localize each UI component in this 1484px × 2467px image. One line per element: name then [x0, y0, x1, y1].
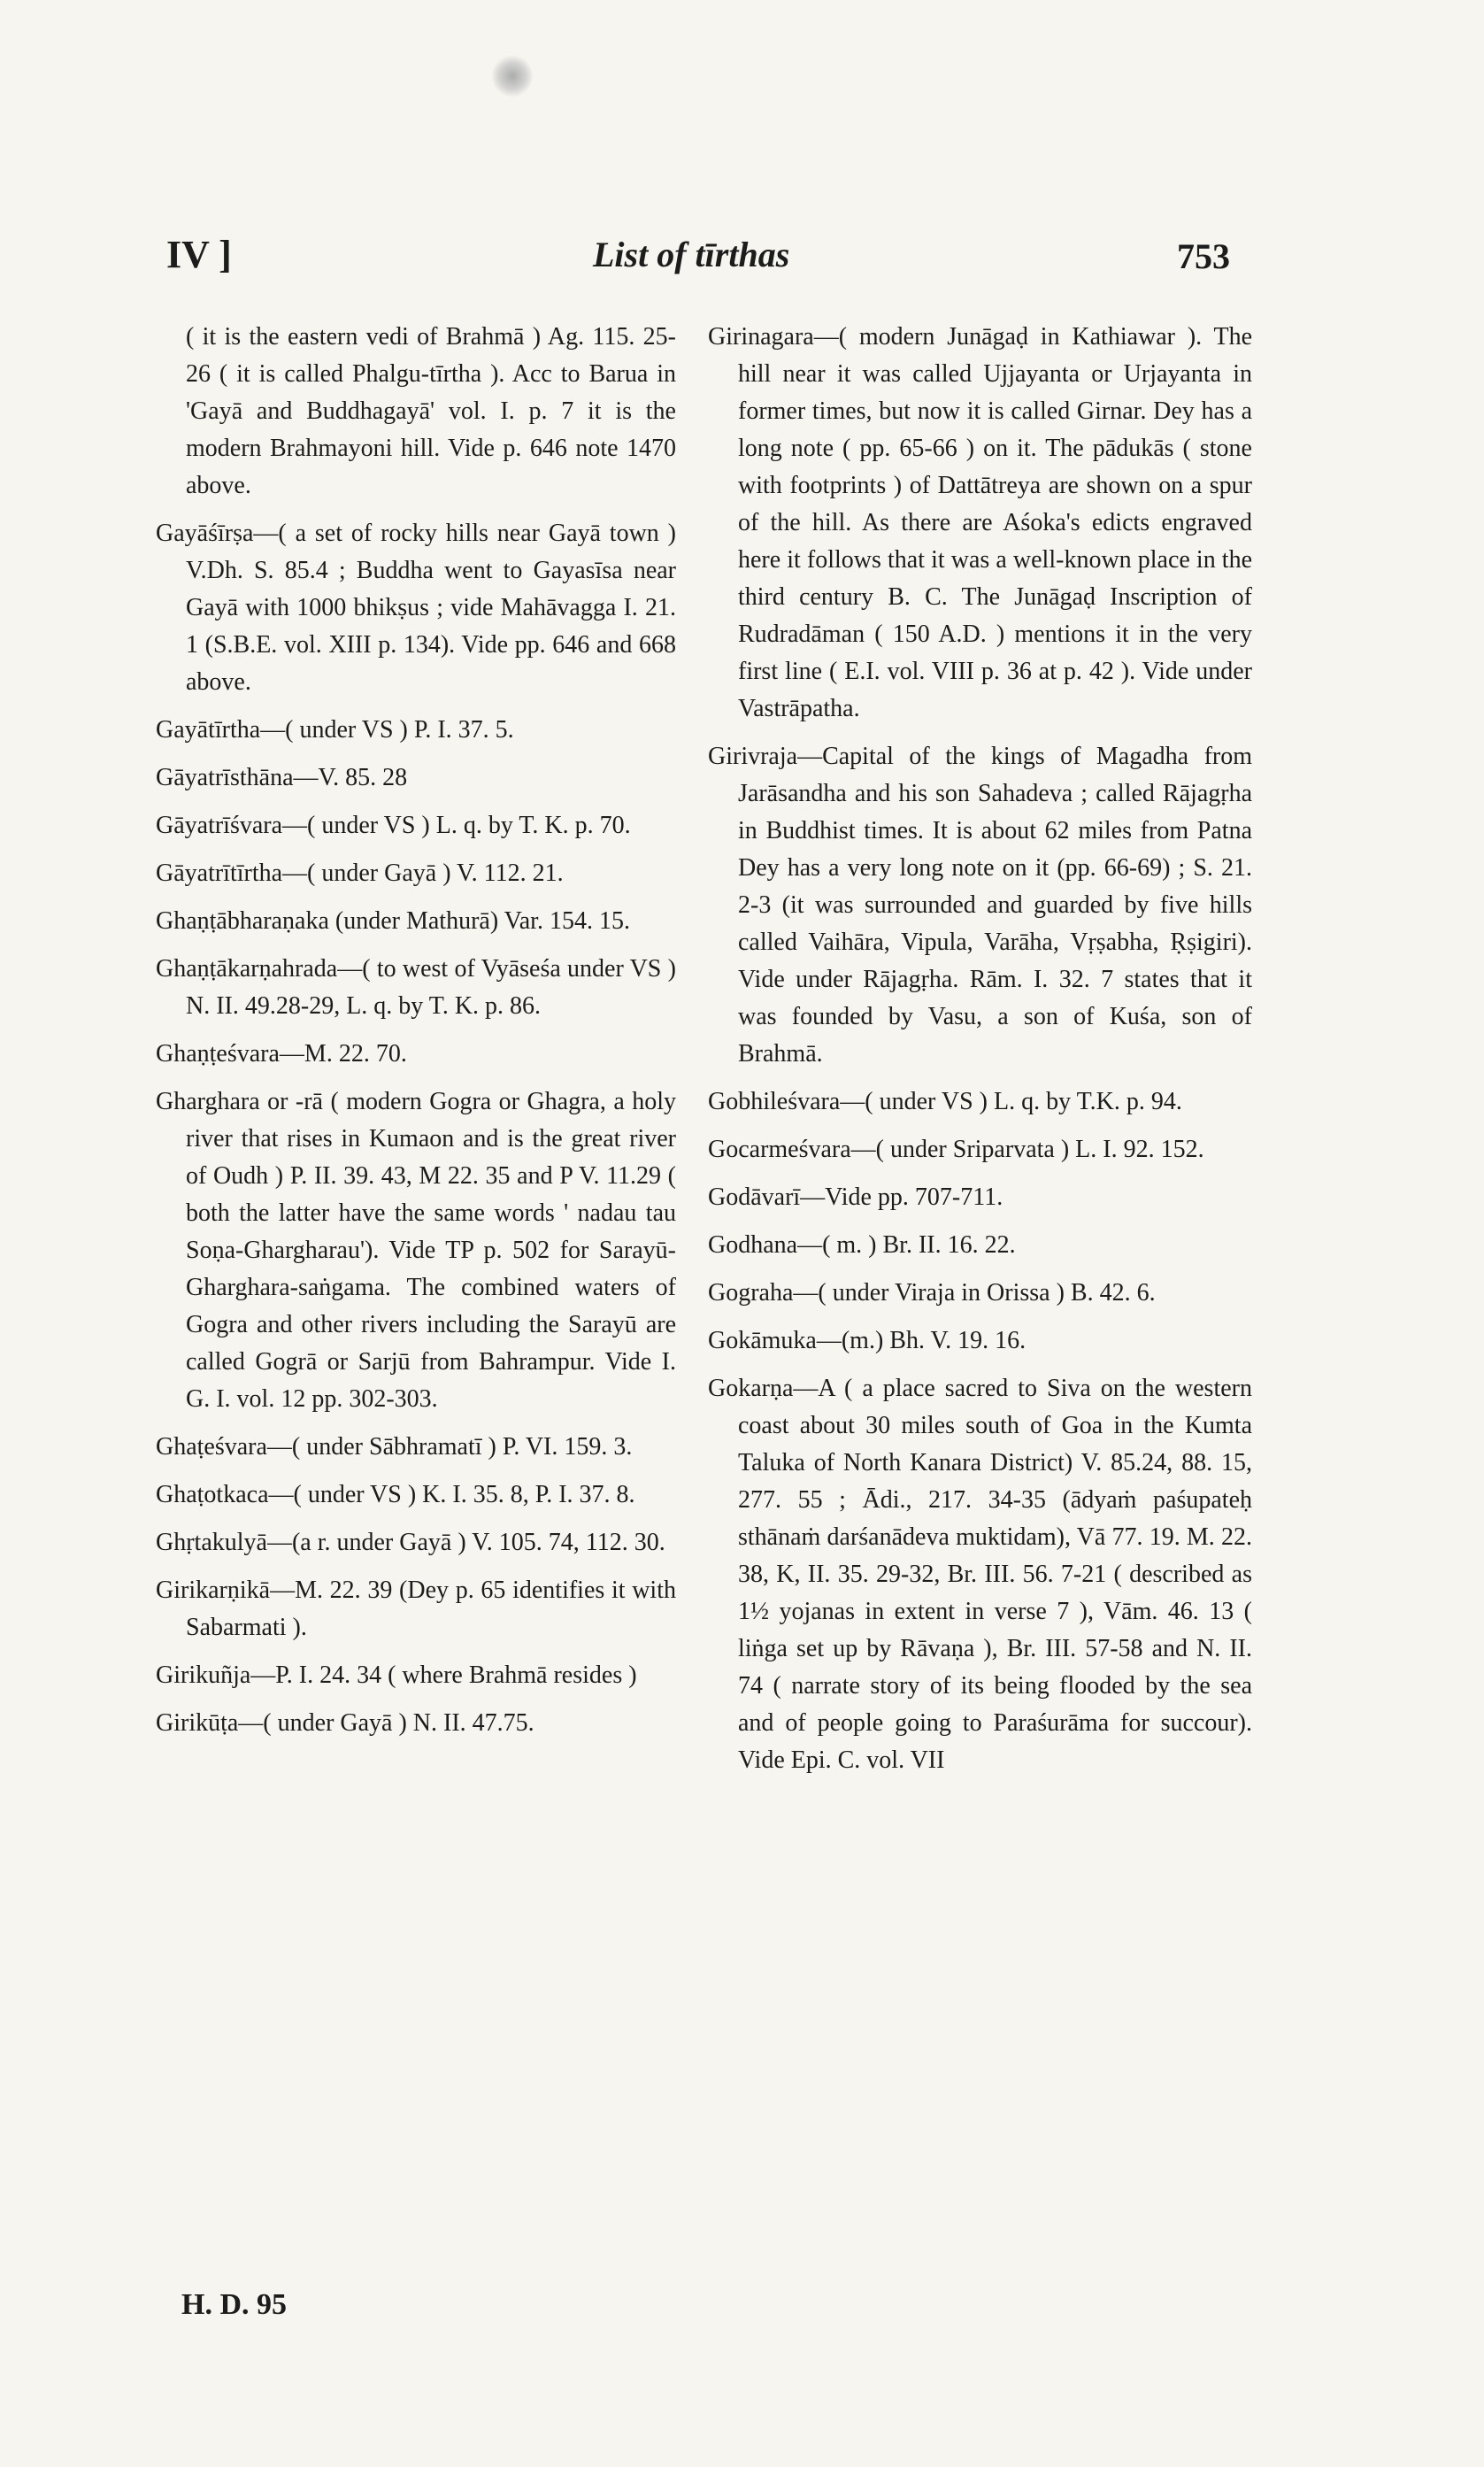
entry: Gograha—( under Viraja in Orissa ) B. 42. 6.: [708, 1279, 1156, 1307]
entry: Godhana—( m. ) Br. II. 16. 22.: [708, 1231, 1016, 1259]
entry: Gharghara or -rā ( modern Gogra or Ghagra, a holy river that rises in Kumaon and is the great river of Oudh ) P. II. 39. 43, M 22. 35 and P V. 11.29 ( both the latter have the same words ' nadau tau Soṇa-Ghargharau'). Vide TP p. 502 for Sarayū-Gharghara-saṅgama. The combined waters of Gogra and other rivers including the Sarayū are called Gogrā or Sarjū from Bahrampur. Vide I. G. I. vol. 12 pp. 302-303.: [156, 1088, 676, 1413]
entry: Godāvarī—Vide pp. 707-711.: [708, 1183, 1003, 1211]
entry: Gāyatrīśvara—( under VS ) L. q. by T. K. p. 70.: [156, 812, 631, 839]
ink-speck: [492, 55, 533, 97]
entry: Girikarṇikā—M. 22. 39 (Dey p. 65 identifies it with Sabarmati ).: [156, 1577, 676, 1641]
entry: Ghaṭeśvara—( under Sābhramatī ) P. VI. 159. 3.: [156, 1433, 633, 1461]
entry: Ghaṇṭeśvara—M. 22. 70.: [156, 1040, 407, 1068]
entry: ( it is the eastern vedi of Brahmā ) Ag. 115. 25-26 ( it is called Phalgu-tīrtha ). Acc to Barua in 'Gayā and Buddhagayā' vol. I. p. 7 it is the modern Brahmayoni hill. Vide p. 646 note 1470 above.: [186, 323, 676, 499]
entry: Gāyatrītīrtha—( under Gayā ) V. 112. 21.: [156, 860, 564, 887]
entry: Gāyatrīsthāna—V. 85. 28: [156, 764, 408, 791]
entry: Ghaṇṭākarṇahrada—( to west of Vyāseśa under VS ) N. II. 49.28-29, L. q. by T. K. p. 86.: [156, 955, 676, 1020]
entry: Girivraja—Capital of the kings of Magadha from Jarāsandha and his son Sahadeva ; called Rājagṛha in Buddhist times. It is about 62 miles from Patna Dey has a very long note on it (pp. 66-69) ; S. 21. 2-3 (it was surrounded and guarded by five hills called Vaihāra, Vipula, Varāha, Vṛṣabha, Ṛṣigiri). Vide under Rājagṛha. Rām. I. 32. 7 states that it was founded by Vasu, a son of Kuśa, son of Brahmā.: [708, 743, 1252, 1068]
left-column: [156, 319, 676, 1753]
entry: Gokarṇa—A ( a place sacred to Siva on the western coast about 30 miles south of Goa in the Kumta Taluka of North Kanara District) V. 85.24, 88. 15, 277. 55 ; Ādi., 217. 34-35 (ādyaṁ paśupateḥ sthānaṁ darśanādeva muktidam), Vā 77. 19. M. 22. 38, K, II. 35. 29-32, Br. III. 56. 7-21 ( described as 1½ yojanas in extent in verse 7 ), Vām. 46. 13 ( liṅga set up by Rāvaṇa ), Br. III. 57-58 and N. II. 74 ( narrate story of its being flooded by the sea and of people going to Paraśurāma for succour). Vide Epi. C. vol. VII: [708, 1375, 1252, 1774]
entry: Girikūṭa—( under Gayā ) N. II. 47.75.: [156, 1709, 534, 1737]
page-number: 753: [1177, 236, 1230, 276]
running-title: List of tīrthas: [593, 235, 790, 274]
entry: Gokāmuka—(m.) Bh. V. 19. 16.: [708, 1327, 1026, 1354]
right-column: [708, 319, 1252, 1790]
entry: Gayāśīrṣa—( a set of rocky hills near Gayā town ) V.Dh. S. 85.4 ; Buddha went to Gayasīsa near Gayā with 1000 bhikṣus ; vide Mahāvagga I. 21. 1 (S.B.E. vol. XIII p. 134). Vide pp. 646 and 668 above.: [156, 520, 676, 696]
entry: Gocarmeśvara—( under Sriparvata ) L. I. 92. 152.: [708, 1136, 1204, 1163]
entry: Girikuñja—P. I. 24. 34 ( where Brahmā resides ): [156, 1661, 637, 1689]
entry: Ghṛtakulyā—(a r. under Gayā ) V. 105. 74, 112. 30.: [156, 1529, 665, 1556]
entry: Ghaṇṭābharaṇaka (under Mathurā) Var. 154. 15.: [156, 907, 630, 935]
entry: Ghaṭotkaca—( under VS ) K. I. 35. 8, P. I. 37. 8.: [156, 1481, 635, 1508]
entry: Gayātīrtha—( under VS ) P. I. 37. 5.: [156, 716, 514, 744]
page-header: [0, 232, 1484, 285]
entry: Girinagara—( modern Junāgaḍ in Kathiawar ). The hill near it was called Ujjayanta or Urjayanta in former times, but now it is called Girnar. Dey has a long note ( pp. 65-66 ) on it. The pādukās ( stone with footprints ) of Dattātreya are shown on a spur of the hill. As there are Aśoka's edicts engraved here it follows that it was a well-known place in the third century B. C. The Junāgaḍ Inscription of Rudradāman ( 150 A.D. ) mentions it in the very first line ( E.I. vol. VIII p. 36 at p. 42 ). Vide under Vastrāpatha.: [708, 323, 1252, 722]
entry: Gobhileśvara—( under VS ) L. q. by T.K. p. 94.: [708, 1088, 1182, 1115]
printer-signature: H. D. 95: [181, 2288, 287, 2321]
section-number: IV ]: [166, 233, 232, 276]
